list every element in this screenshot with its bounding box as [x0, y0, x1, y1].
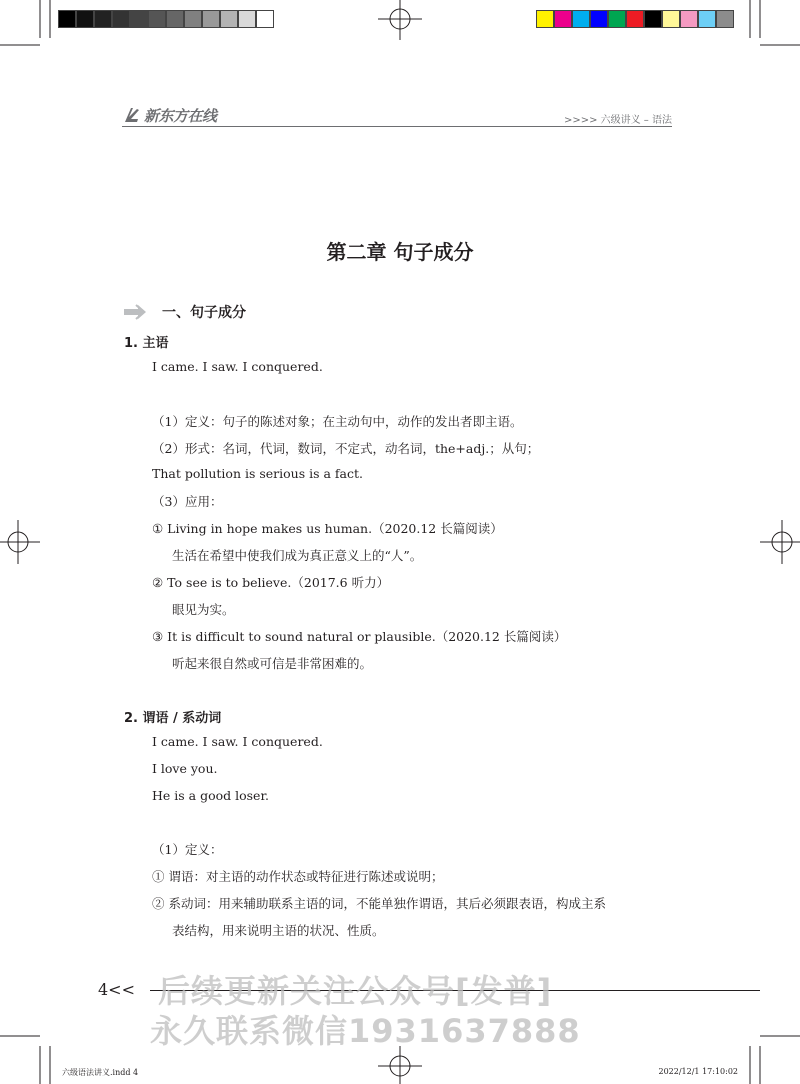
color-swatch [256, 10, 274, 28]
definition-item: ② 系动词：用来辅助联系主语的词，不能单独作谓语，其后必须跟表语，构成主系 [152, 896, 606, 911]
color-swatch [184, 10, 202, 28]
form-example-line: That pollution is serious is a fact. [152, 466, 364, 481]
usage-item-en: ② To see is to believe.（2017.6 听力） [152, 575, 390, 590]
section-heading-text: 一、句子成分 [162, 305, 246, 321]
logo-text: 新东方在线 [144, 106, 217, 125]
definition-line: （1）定义： [152, 842, 223, 857]
usage-item-zh: 听起来很自然或可信是非常困难的。 [172, 656, 373, 671]
usage-item-en: ③ It is difficult to sound natural or plausible.（2020.12 长篇阅读） [152, 629, 567, 644]
timestamp-slug: 2022/12/1 17:10:02 [658, 1067, 738, 1076]
chapter-title: 第二章 句子成分 [326, 240, 474, 264]
color-swatch [58, 10, 76, 28]
section-heading [122, 302, 246, 322]
example-line: He is a good loser. [152, 788, 270, 803]
page-number: 4<< [98, 980, 135, 999]
header-divider [122, 126, 672, 127]
watermark-line-1: 后续更新关注公众号[发普] [158, 972, 553, 1010]
color-swatch [626, 10, 644, 28]
color-swatch [572, 10, 590, 28]
definition-item: ① 谓语：对主语的动作状态或特征进行陈述或说明； [152, 869, 444, 884]
color-swatch [112, 10, 130, 28]
file-slug: 六级语法讲义.indd 4 [62, 1068, 139, 1077]
usage-item-zh: 生活在希望中使我们成为真正意义上的“人”。 [172, 548, 423, 563]
color-swatch [166, 10, 184, 28]
color-swatch [644, 10, 662, 28]
color-swatch [130, 10, 148, 28]
color-swatch [698, 10, 716, 28]
watermark-line-2: 永久联系微信1931637888 [150, 1012, 581, 1050]
gray-swatch-strip [58, 10, 274, 28]
color-swatch [238, 10, 256, 28]
color-swatch [536, 10, 554, 28]
color-swatch [608, 10, 626, 28]
header-section-label: >>>> 六级讲义 – 语法 [563, 115, 672, 126]
form-line: （2）形式：名词，代词，数词，不定式，动名词，the+adj.；从句； [152, 441, 540, 456]
usage-item-en: ① Living in hope makes us human.（2020.12 长篇阅读） [152, 521, 503, 536]
color-swatch [554, 10, 572, 28]
usage-line: （3）应用： [152, 494, 223, 509]
logo-icon [122, 105, 142, 125]
color-swatch [680, 10, 698, 28]
subheading-subject: 1. 主语 [124, 336, 169, 351]
color-swatch [76, 10, 94, 28]
color-swatch [220, 10, 238, 28]
definition-line: （1）定义：句子的陈述对象；在主动句中，动作的发出者即主语。 [152, 414, 523, 429]
color-swatch [662, 10, 680, 28]
double-arrow-icon [122, 303, 156, 321]
usage-item-zh: 眼见为实。 [172, 602, 235, 617]
color-swatch [716, 10, 734, 28]
color-swatch-strip [536, 10, 734, 28]
example-line: I love you. [152, 761, 218, 776]
color-swatch [590, 10, 608, 28]
brand-logo [122, 104, 232, 126]
color-swatch [148, 10, 166, 28]
color-swatch [94, 10, 112, 28]
color-swatch [202, 10, 220, 28]
example-line: I came. I saw. I conquered. [152, 734, 323, 749]
example-line: I came. I saw. I conquered. [152, 359, 323, 374]
subheading-predicate: 2. 谓语 / 系动词 [124, 711, 222, 726]
definition-item-continued: 表结构，用来说明主语的状况、性质。 [172, 923, 385, 938]
